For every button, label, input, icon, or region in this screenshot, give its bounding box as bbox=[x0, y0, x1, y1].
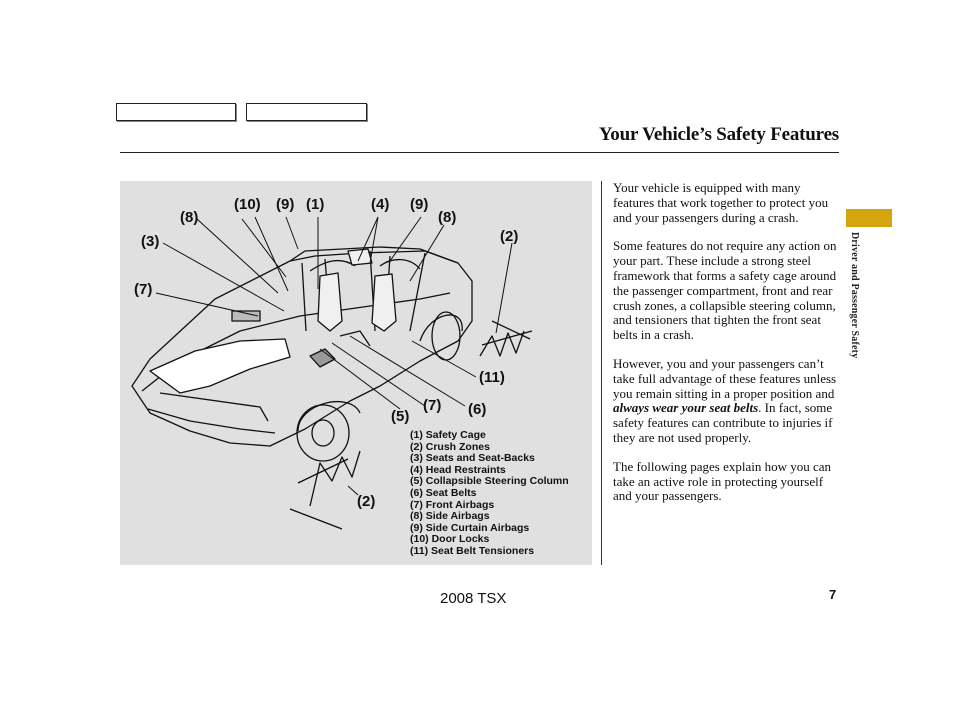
paragraph-intro: Your vehicle is equipped with many features that work together to protect you and your passengers during a crash. bbox=[613, 180, 829, 225]
rear-wheel bbox=[297, 405, 349, 461]
nav-button-next[interactable] bbox=[246, 103, 367, 121]
callout-crush-zone-front: (2) bbox=[500, 228, 519, 245]
callout-side-airbags-right: (8) bbox=[438, 209, 457, 226]
callout-curtain-airbags-2: (9) bbox=[410, 196, 429, 213]
figure-legend bbox=[410, 430, 569, 558]
crush-zone-front bbox=[480, 321, 532, 356]
safety-features-figure bbox=[120, 181, 592, 565]
rear-wheel-hub bbox=[312, 420, 334, 446]
legend-item: (11) Seat Belt Tensioners bbox=[410, 544, 535, 557]
page-title: Your Vehicle’s Safety Features bbox=[598, 124, 839, 145]
paragraph-passive-features: Some features do not require any action on your part. These include a strong steel framework that forms a safety cage around the passenger compartment, front and rear crush zones, a collapsible steering column, and tensioners that tighten the front seat belts in a crash. bbox=[613, 238, 837, 343]
paragraph-text: . In fact, some safety features can contribute to injuries if they are not used properly. bbox=[613, 400, 833, 445]
callout-seat-belts: (6) bbox=[468, 401, 487, 418]
callout-curtain-airbags: (9) bbox=[276, 196, 295, 213]
legend-item: (7) Front Airbags bbox=[410, 498, 495, 511]
column-divider bbox=[601, 181, 602, 565]
paragraph-text: However, you and your passengers can’t take full advantage of these features unless you remain sitting in a proper position and bbox=[613, 355, 837, 401]
callout-safety-cage: (1) bbox=[306, 196, 325, 213]
footer-model: 2008 TSX bbox=[440, 590, 507, 607]
paragraph-next-pages: The following pages explain how you can take an active role in protecting yourself and your passengers. bbox=[613, 458, 832, 504]
front-wheel bbox=[432, 312, 460, 360]
legend-item: (4) Head Restraints bbox=[410, 463, 506, 476]
front-seat bbox=[318, 273, 342, 331]
legend-item: (3) Seats and Seat-Backs bbox=[410, 452, 535, 465]
section-tab bbox=[846, 209, 892, 227]
legend-item: (6) Seat Belts bbox=[410, 486, 477, 499]
legend-item: (9) Side Curtain Airbags bbox=[410, 521, 530, 534]
crush-zone-rear bbox=[290, 451, 360, 529]
legend-item: (10) Door Locks bbox=[410, 533, 490, 546]
callout-seats: (3) bbox=[141, 233, 160, 250]
callout-side-airbags-left: (8) bbox=[180, 209, 199, 226]
callout-head-restraints: (4) bbox=[371, 196, 390, 213]
title-divider bbox=[120, 152, 839, 153]
callout-steering-column: (5) bbox=[391, 408, 410, 425]
roof-line bbox=[290, 247, 458, 263]
section-label: Driver and Passenger Safety bbox=[849, 232, 860, 359]
callout-crush-zone-rear: (2) bbox=[357, 493, 376, 510]
legend-item: (1) Safety Cage bbox=[410, 429, 486, 441]
callout-belt-tensioners: (11) bbox=[479, 369, 505, 386]
callout-door-locks: (10) bbox=[234, 196, 261, 213]
legend-item: (8) Side Airbags bbox=[410, 510, 490, 523]
callout-front-airbags: (7) bbox=[134, 281, 153, 298]
nav-button-prev[interactable] bbox=[116, 103, 236, 121]
page-number: 7 bbox=[829, 587, 837, 602]
emphasis-text: always wear your seat belts bbox=[613, 400, 759, 416]
callout-front-airbags-2: (7) bbox=[423, 397, 442, 414]
legend-item: (2) Crush Zones bbox=[410, 440, 490, 453]
legend-item: (5) Collapsible Steering Column bbox=[410, 475, 569, 488]
front-seat-2 bbox=[372, 274, 396, 331]
paragraph-seat-belts bbox=[613, 357, 843, 446]
body-text bbox=[613, 181, 843, 518]
